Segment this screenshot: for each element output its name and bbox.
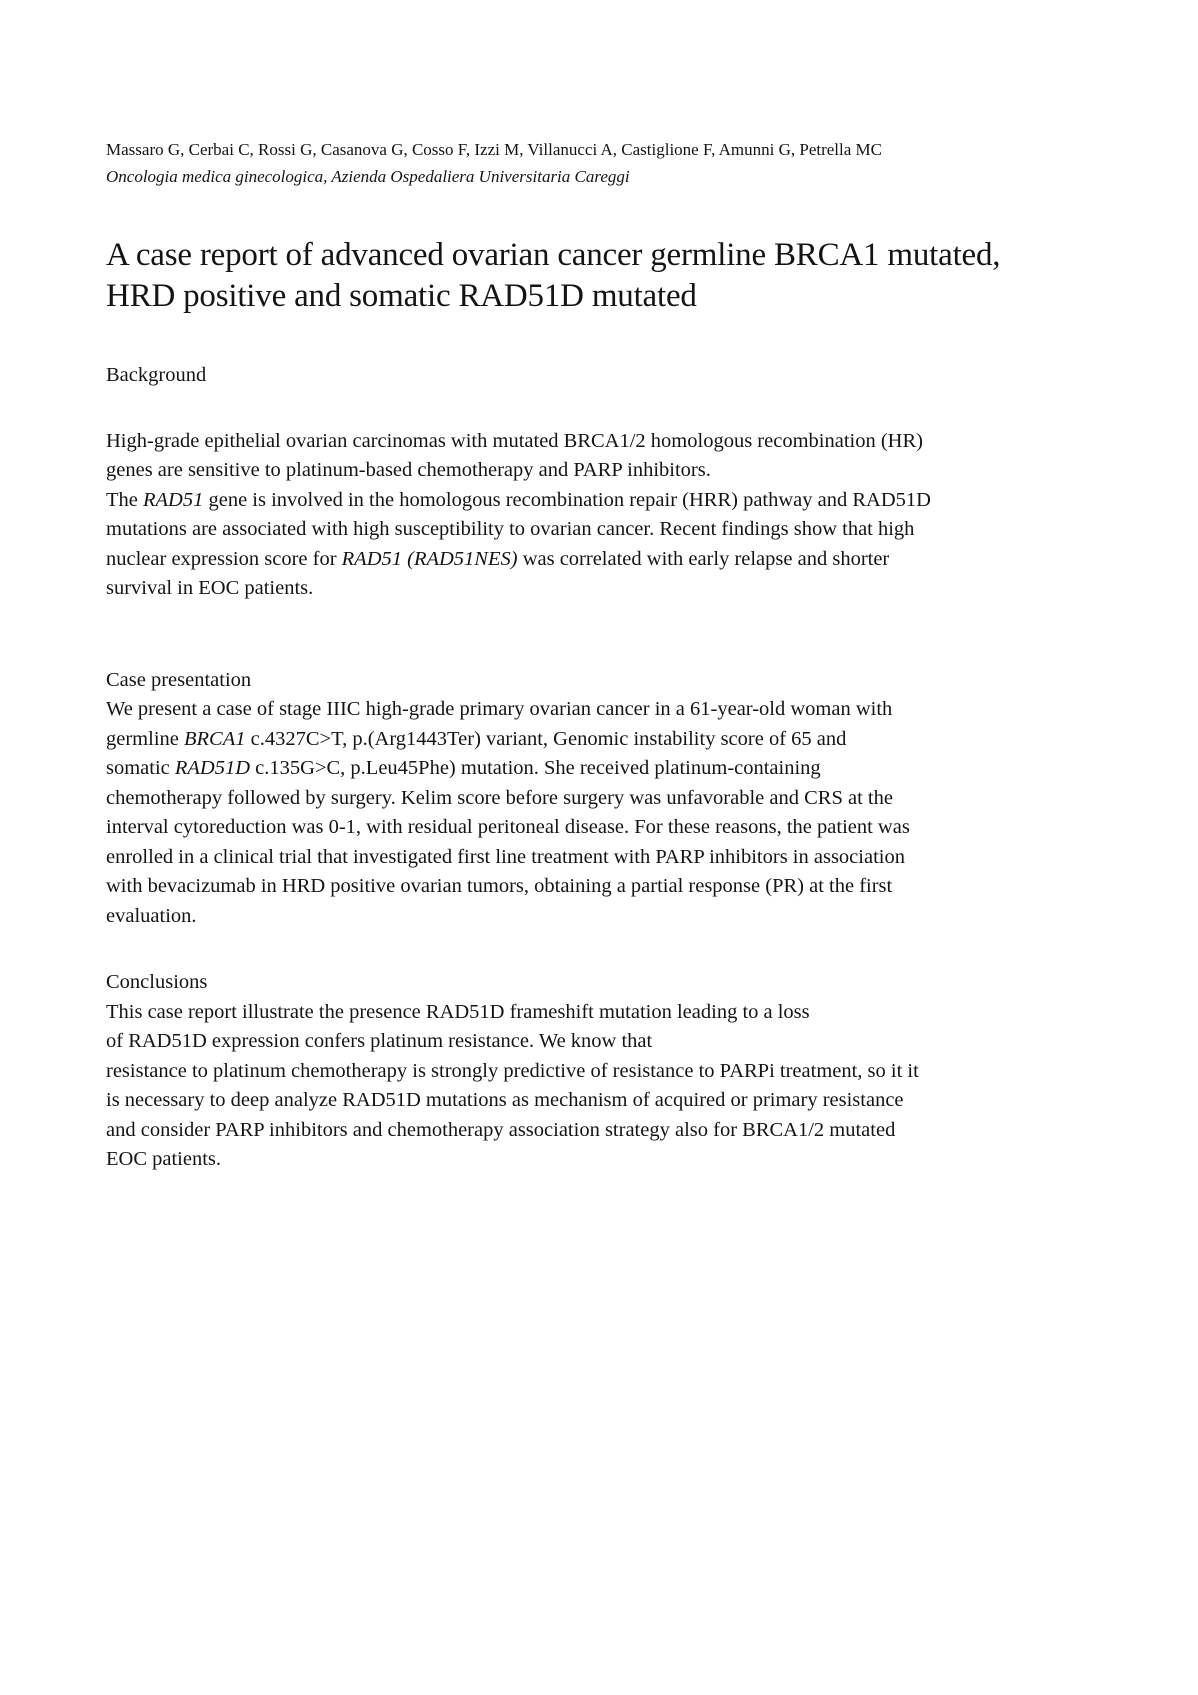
text-run: EOC patients.	[106, 1148, 222, 1170]
gene-name: RAD51 (RAD51NES)	[341, 547, 518, 570]
gene-name: BRCA1	[184, 727, 246, 750]
text-run: A case report of advanced ovarian cancer germline BRCA1 mutated,	[106, 237, 1001, 273]
text-run: gene is involved in the homologous recombination repair (HRR) pathway and RAD51D	[203, 488, 931, 511]
text-run: with bevacizumab in HRD positive ovarian tumors, obtaining a partial response (PR) at the first	[106, 875, 893, 897]
abstract-section	[106, 666, 1110, 932]
paragraph-line	[106, 427, 1110, 457]
paragraph-line	[106, 456, 1110, 486]
text-run: interval cytoreduction was 0-1, with residual peritoneal disease. For these reasons, the patient was	[106, 816, 910, 838]
abstract-section	[106, 361, 1110, 604]
paragraph-line	[106, 1057, 1110, 1087]
paragraph-line	[106, 754, 1110, 784]
text-run: genes are sensitive to platinum-based chemotherapy and PARP inhibitors.	[106, 459, 711, 481]
text-run: of RAD51D expression confers platinum resistance. We know that	[106, 1030, 653, 1052]
paragraph-line	[106, 902, 1110, 932]
text-run: evaluation.	[106, 904, 197, 927]
text-run: survival in EOC patients.	[106, 577, 314, 599]
text-run: HRD positive and somatic RAD51D mutated	[106, 278, 697, 314]
section-heading: Background	[106, 364, 207, 386]
text-run: nuclear expression score for	[106, 547, 342, 570]
paragraph-line	[106, 1027, 1110, 1057]
paragraph-line	[106, 784, 1110, 814]
section-paragraph	[106, 695, 1110, 931]
paragraph-line	[106, 998, 1110, 1028]
gene-name: RAD51	[143, 488, 204, 511]
text-run: c.4327C>T, p.(Arg1443Ter) variant, Genomic instability score of 65 and	[245, 727, 847, 750]
text-run: and consider PARP inhibitors and chemotherapy association strategy also for BRCA1/2 mutated	[106, 1118, 896, 1141]
author-line: Massaro G, Cerbai C, Rossi G, Casanova G, Cosso F, Izzi M, Villanucci A, Castiglione F, Amunni G, Petrella MC	[106, 140, 883, 159]
title-line	[106, 235, 1110, 276]
section-paragraph	[106, 998, 1110, 1175]
section-heading: Case presentation	[106, 668, 252, 691]
abstract-sections	[106, 361, 1110, 1175]
paragraph-line	[106, 695, 1110, 725]
text-run: resistance to platinum chemotherapy is strongly predictive of resistance to PARPi treatment, so it it	[106, 1059, 919, 1082]
paragraph-line	[106, 725, 1110, 755]
text-run: This case report illustrate the presence RAD51D frameshift mutation leading to a loss	[106, 1000, 810, 1023]
section-paragraph	[106, 427, 1110, 604]
text-run: germline	[106, 727, 184, 750]
text-run: chemotherapy followed by surgery. Kelim score before surgery was unfavorable and CRS at the	[106, 786, 893, 809]
text-run: c.135G>C, p.Leu45Phe) mutation. She received platinum-containing	[250, 757, 821, 779]
article-title	[106, 235, 1110, 317]
text-run: somatic	[106, 757, 175, 779]
paragraph-line	[106, 1086, 1110, 1116]
paragraph-line	[106, 574, 1110, 604]
paragraph-line	[106, 872, 1110, 902]
text-run: High-grade epithelial ovarian carcinomas with mutated BRCA1/2 homologous recombination (HR)	[106, 429, 923, 452]
paragraph-line	[106, 813, 1110, 843]
text-run: The	[106, 488, 143, 511]
paragraph-line	[106, 1145, 1110, 1175]
text-run: mutations are associated with high susceptibility to ovarian cancer. Recent findings show that high	[106, 518, 915, 540]
paragraph-line	[106, 515, 1110, 545]
gene-name: RAD51D	[174, 757, 251, 779]
section-heading: Conclusions	[106, 971, 208, 993]
text-run: is necessary to deep analyze RAD51D mutations as mechanism of acquired or primary resistance	[106, 1089, 904, 1111]
paragraph-line	[106, 486, 1110, 516]
paragraph-line	[106, 843, 1110, 873]
paragraph-line	[106, 1116, 1110, 1146]
paragraph-line	[106, 545, 1110, 575]
title-line	[106, 276, 1110, 317]
abstract-section	[106, 968, 1110, 1175]
text-run: enrolled in a clinical trial that investigated first line treatment with PARP inhibitors in association	[106, 845, 905, 868]
text-run: We present a case of stage IIIC high-grade primary ovarian cancer in a 61-year-old woman with	[106, 698, 893, 720]
affiliation-line: Oncologia medica ginecologica, Azienda Ospedaliera Universitaria Careggi	[106, 167, 630, 186]
text-run: was correlated with early relapse and shorter	[517, 547, 890, 570]
